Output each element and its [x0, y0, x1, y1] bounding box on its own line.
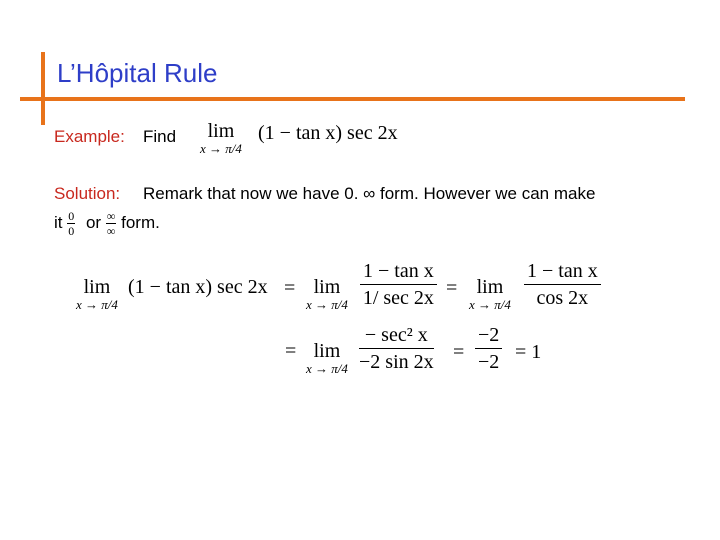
- example-label: Example:: [54, 127, 125, 146]
- fraction-4: $\frac{-2}{-2}$: [475, 324, 502, 373]
- equals-sign: =: [453, 341, 465, 363]
- accent-vertical-bar: [41, 52, 45, 125]
- solution-text: Remark that now we have 0. ∞ form. However we can make: [143, 184, 596, 203]
- equation-row-1: [76, 258, 696, 318]
- fraction-1: 1 − tan x 1/ sec 2x: [360, 260, 437, 309]
- example-limit: [200, 120, 242, 156]
- solution-or: or: [85, 213, 102, 232]
- limit-operator: lim x → π/4: [306, 340, 348, 376]
- example-text: Find: [143, 127, 177, 146]
- inf-over-inf: $\frac{\infty}{\infty}$: [106, 209, 116, 239]
- slide-title: L’Hôpital Rule: [57, 58, 218, 88]
- equals-sign: =: [446, 277, 458, 299]
- solution-line2: [54, 206, 160, 240]
- equals-sign: =: [284, 277, 296, 299]
- equation-row-2: [285, 322, 685, 382]
- fraction-2: $\frac{\text{1 − tan x}}{\cos 2x}$: [524, 260, 601, 309]
- solution-form: form.: [121, 213, 160, 232]
- lhs-expression: (1 − tan x) sec 2x: [128, 276, 268, 298]
- accent-horizontal-bar: [20, 97, 685, 101]
- fraction-3: − sec² x −2 sin 2x: [359, 324, 434, 373]
- result: = 1: [515, 341, 542, 363]
- example-expression: (1 − tan x) sec 2x: [258, 122, 398, 144]
- solution-label: Solution:: [54, 184, 121, 203]
- solution-it: it: [54, 213, 63, 232]
- zero-over-zero: $\frac{0}{0}$: [68, 209, 75, 239]
- equals-sign: =: [285, 340, 297, 362]
- limit-operator: lim x → π/4: [306, 276, 348, 312]
- limit-operator: lim x → π/4: [76, 276, 118, 312]
- limit-operator: lim x → π/4: [200, 120, 242, 156]
- limit-operator: lim x → π/4: [469, 276, 511, 312]
